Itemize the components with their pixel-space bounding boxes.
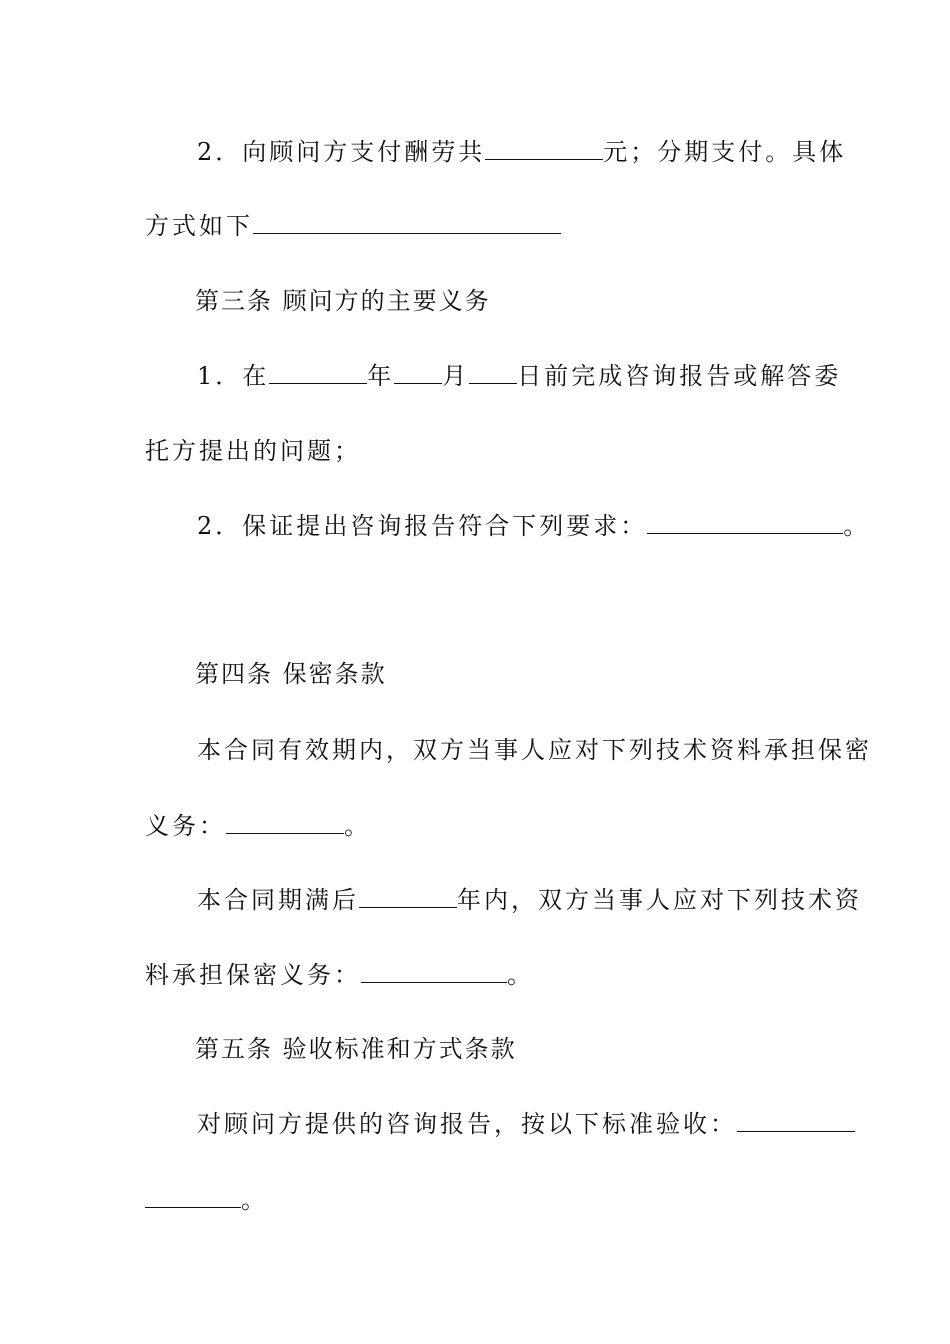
acceptance-clause-line-1 (197, 1109, 855, 1139)
payment-clause-line-1 (197, 137, 846, 167)
fill-in-blank (253, 211, 561, 234)
text-segment: 。 (843, 512, 871, 540)
text-segment: 。 (344, 812, 371, 840)
fill-in-blank-year (269, 361, 367, 384)
fill-in-blank (226, 811, 344, 834)
article-5-title: 第五条 验收标准和方式条款 (195, 1035, 517, 1063)
text-segment: 元；分期支付。具体 (603, 138, 847, 166)
fill-in-blank-day (469, 361, 517, 384)
fill-in-blank-continued (145, 1185, 241, 1208)
text-segment: 1．在 (197, 362, 270, 390)
fill-in-blank (359, 885, 457, 908)
deadline-clause-line-1 (197, 361, 841, 391)
payment-clause-line-2 (145, 211, 561, 241)
text-segment: 日前完成咨询报告或解答委 (517, 362, 842, 390)
text-segment: 2．保证提出咨询报告符合下列要求： (197, 512, 648, 540)
post-term-confidentiality-line-1 (197, 885, 862, 915)
text-segment: 料承担保密义务： (145, 961, 361, 989)
text-segment: 2．向顾问方支付酬劳共 (197, 138, 486, 166)
fill-in-blank-month (394, 361, 442, 384)
text-segment: 。 (507, 961, 534, 989)
text-segment: 对顾问方提供的咨询报告，按以下标准验收： (197, 1110, 737, 1138)
text-segment: 方式如下 (145, 212, 253, 240)
text-segment: 月 (442, 362, 470, 390)
deadline-clause-line-2 (145, 436, 361, 466)
text-segment: 。 (241, 1186, 268, 1214)
text-segment: 年 (367, 362, 395, 390)
post-term-confidentiality-line-2 (145, 960, 534, 990)
fill-in-blank (485, 137, 603, 160)
text-segment: 年内，双方当事人应对下列技术资 (457, 886, 862, 914)
fill-in-blank (737, 1109, 855, 1132)
article-4-title: 第四条 保密条款 (195, 660, 387, 688)
article-3-title: 第三条 顾问方的主要义务 (195, 287, 491, 315)
text-segment: 本合同期满后 (197, 886, 359, 914)
report-requirement-clause (197, 511, 870, 541)
text-segment: 托方提出的问题； (145, 437, 361, 465)
fill-in-blank (361, 960, 507, 983)
confidentiality-clause-line-2 (145, 811, 371, 841)
acceptance-clause-line-2 (145, 1185, 268, 1215)
fill-in-blank (647, 511, 843, 534)
text-segment: 义务： (145, 812, 226, 840)
confidentiality-clause-line-1 (197, 735, 872, 765)
text-segment: 本合同有效期内，双方当事人应对下列技术资料承担保密 (197, 736, 872, 764)
